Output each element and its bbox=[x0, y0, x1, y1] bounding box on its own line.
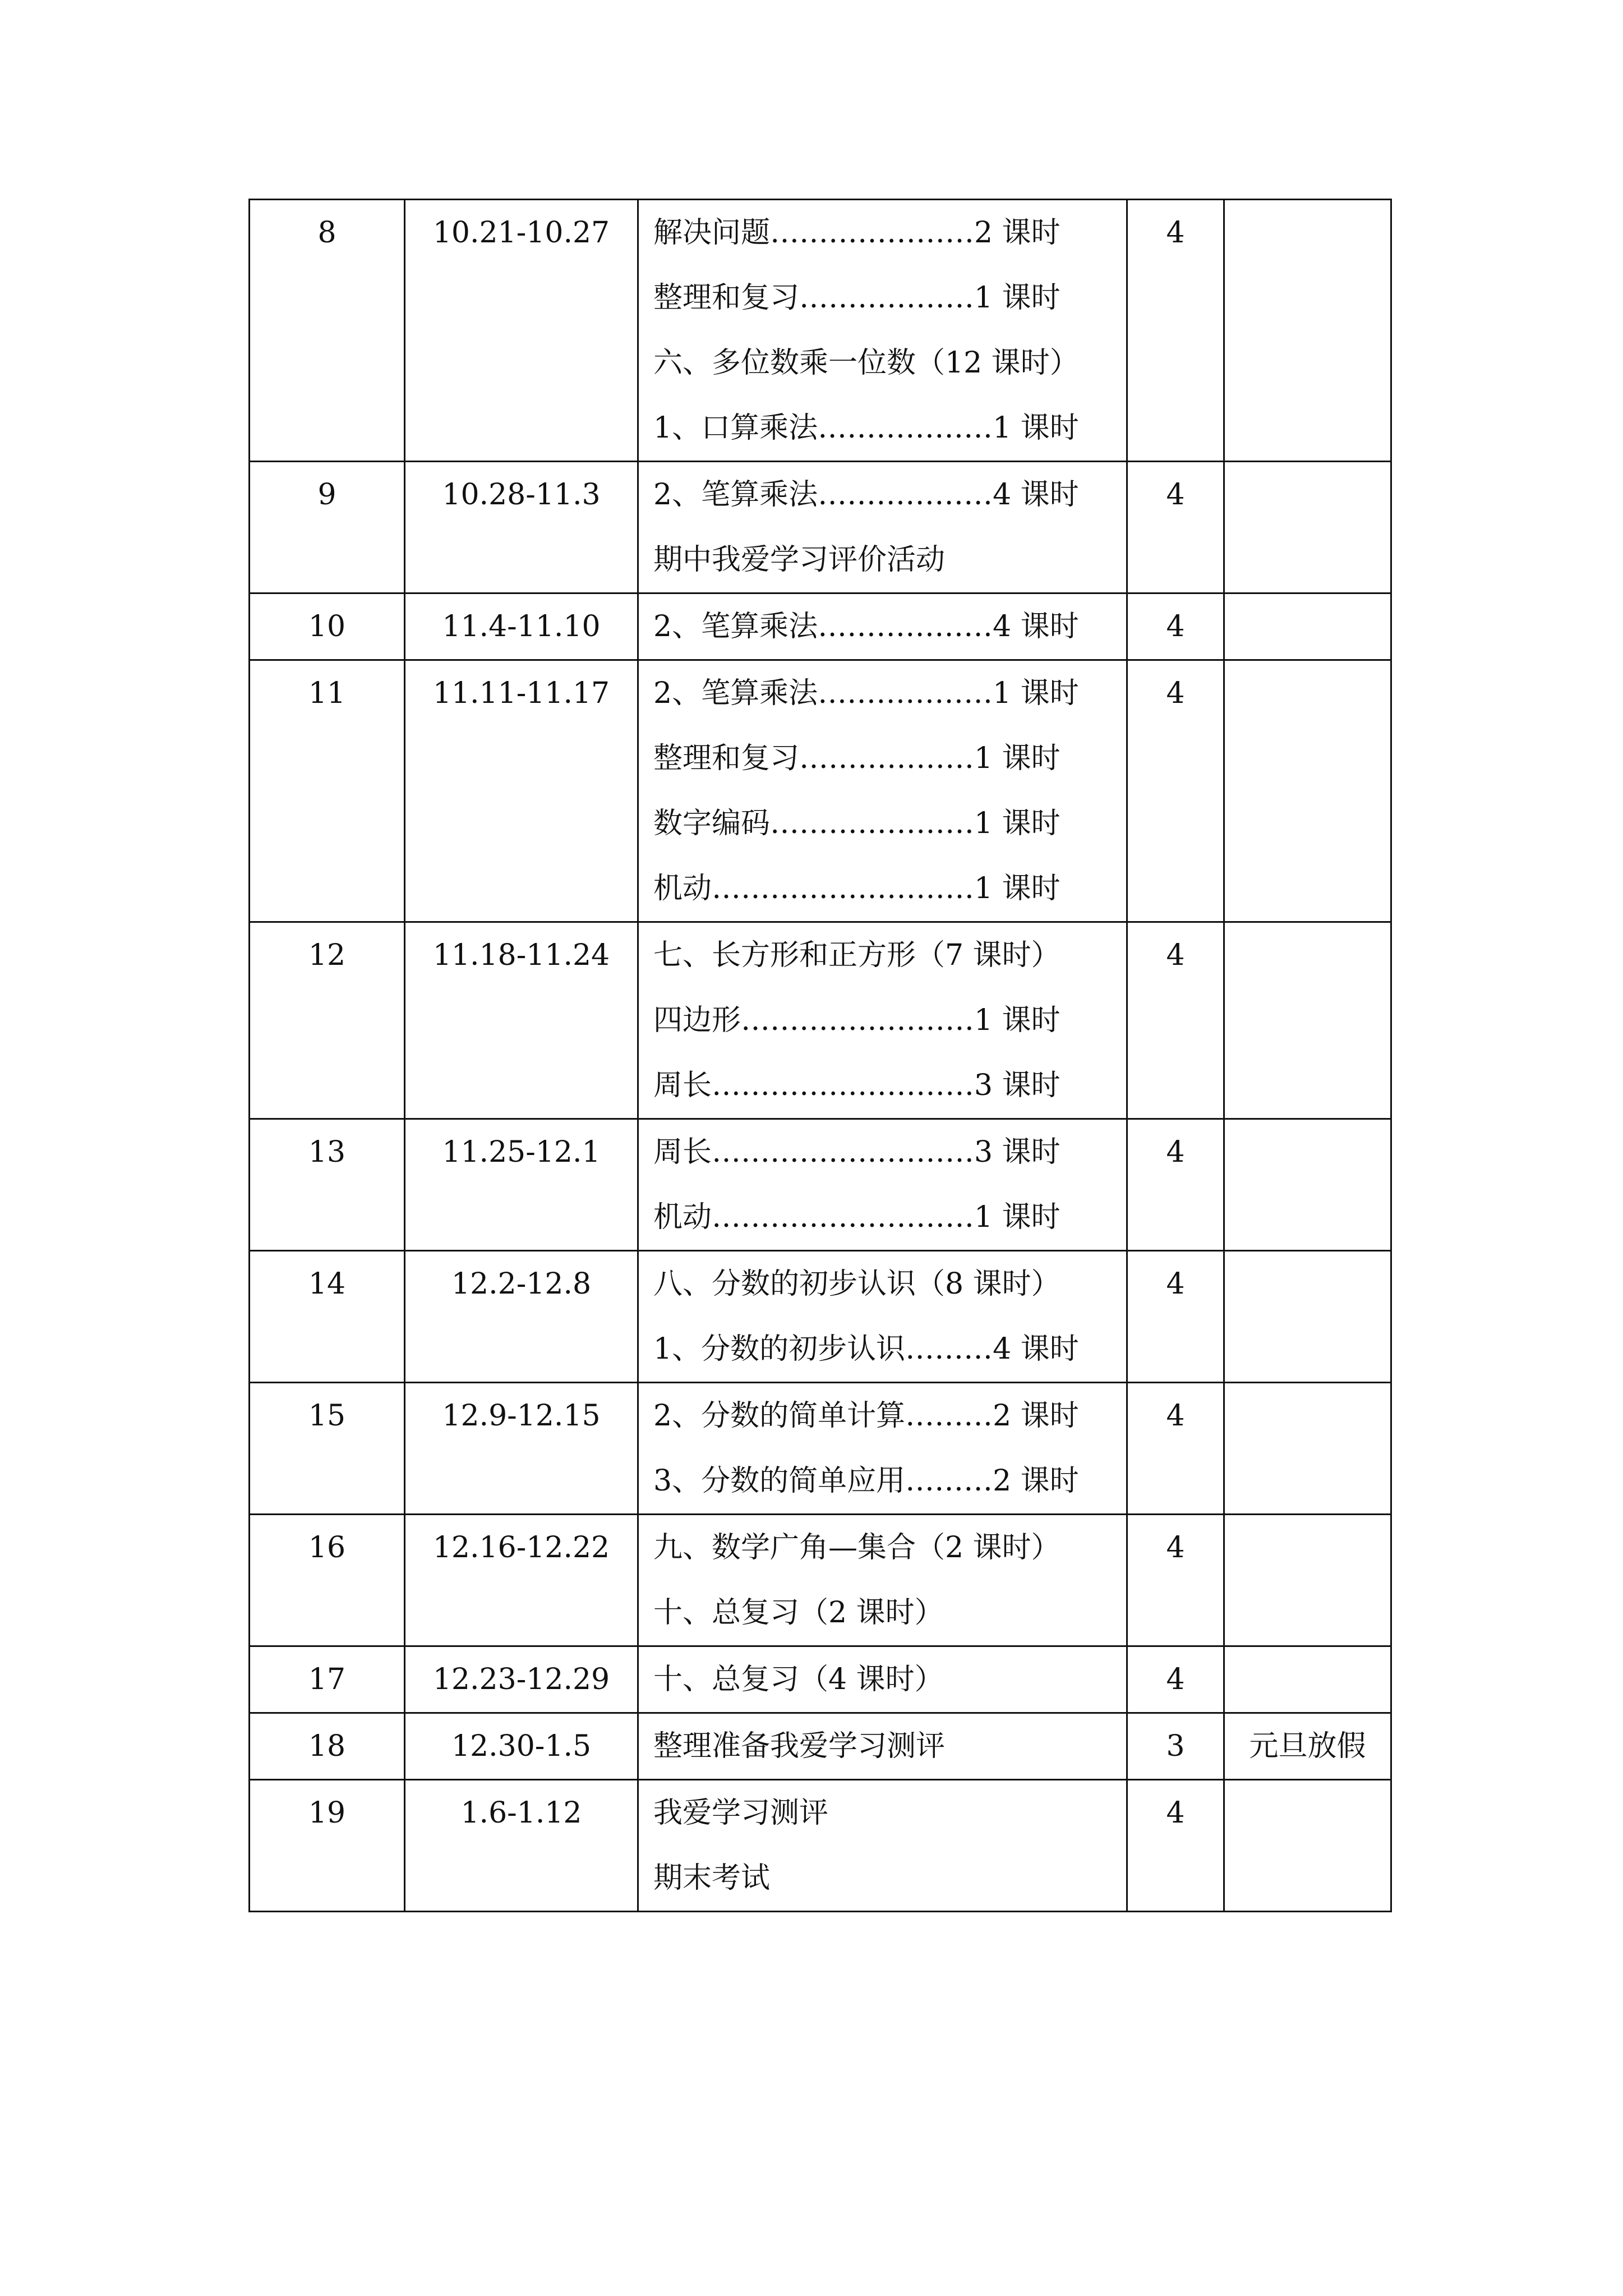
week-cell bbox=[250, 1780, 405, 1912]
table-row bbox=[250, 1646, 1391, 1713]
content-line: 十、总复习（2 课时） bbox=[653, 1596, 944, 1630]
content-cell bbox=[638, 922, 1127, 1119]
content-line: 六、多位数乘一位数（12 课时） bbox=[653, 346, 1079, 380]
content-line: 机动………………………1 课时 bbox=[653, 872, 1061, 905]
hours-cell bbox=[1127, 200, 1224, 462]
note-cell bbox=[1224, 462, 1391, 593]
table-row bbox=[250, 922, 1391, 1119]
content-line: 周长………………………3 课时 bbox=[653, 1135, 1061, 1169]
content-cell bbox=[638, 660, 1127, 922]
date-range-cell-text: 12.16-12.22 bbox=[432, 1531, 610, 1565]
note-cell-text bbox=[1225, 1515, 1390, 1580]
hours-cell-text: 4 bbox=[1166, 1399, 1185, 1433]
week-cell bbox=[250, 1515, 405, 1646]
table-row bbox=[250, 462, 1391, 593]
week-cell bbox=[250, 1383, 405, 1515]
date-range-cell bbox=[405, 200, 638, 462]
content-line: 解决问题…………………2 课时 bbox=[653, 216, 1061, 250]
note-cell bbox=[1224, 1713, 1391, 1780]
hours-cell bbox=[1127, 462, 1224, 593]
date-range-cell-text: 11.4-11.10 bbox=[442, 610, 601, 643]
week-cell-text: 16 bbox=[308, 1531, 346, 1565]
week-cell-text: 10 bbox=[308, 610, 346, 643]
date-range-cell-text: 10.28-11.3 bbox=[442, 478, 601, 512]
hours-cell bbox=[1127, 1713, 1224, 1780]
hours-cell bbox=[1127, 660, 1224, 922]
date-range-cell bbox=[405, 922, 638, 1119]
table-row bbox=[250, 1780, 1391, 1912]
date-range-cell bbox=[405, 660, 638, 922]
date-range-cell-text: 10.21-10.27 bbox=[432, 216, 610, 250]
table-row bbox=[250, 1713, 1391, 1780]
note-cell-text bbox=[1225, 1120, 1390, 1185]
content-line: 2、笔算乘法………………4 课时 bbox=[653, 478, 1079, 512]
hours-cell bbox=[1127, 1119, 1224, 1251]
date-range-cell bbox=[405, 1251, 638, 1383]
date-range-cell bbox=[405, 1383, 638, 1515]
content-line: 九、数学广角—集合（2 课时） bbox=[653, 1531, 1061, 1565]
note-cell-text bbox=[1225, 200, 1390, 265]
week-cell-text: 11 bbox=[308, 677, 346, 710]
note-cell bbox=[1224, 1515, 1391, 1646]
hours-cell-text: 4 bbox=[1166, 1663, 1185, 1696]
hours-cell-text: 4 bbox=[1166, 1531, 1185, 1565]
content-line: 周长………………………3 课时 bbox=[653, 1069, 1061, 1102]
note-cell-text bbox=[1225, 1383, 1390, 1448]
date-range-cell bbox=[405, 1780, 638, 1912]
note-cell bbox=[1224, 1383, 1391, 1515]
week-cell bbox=[250, 200, 405, 462]
week-cell bbox=[250, 462, 405, 593]
table-row bbox=[250, 200, 1391, 462]
date-range-cell-text: 12.30-1.5 bbox=[451, 1729, 592, 1763]
hours-cell bbox=[1127, 1515, 1224, 1646]
content-cell bbox=[638, 1119, 1127, 1251]
schedule-body bbox=[250, 200, 1391, 1912]
week-cell bbox=[250, 1713, 405, 1780]
note-cell-text bbox=[1225, 594, 1390, 659]
note-cell bbox=[1224, 1251, 1391, 1383]
content-cell bbox=[638, 1251, 1127, 1383]
hours-cell-text: 4 bbox=[1166, 478, 1185, 512]
note-cell-text bbox=[1225, 923, 1390, 988]
week-cell-text: 8 bbox=[317, 216, 336, 250]
week-cell bbox=[250, 593, 405, 660]
hours-cell bbox=[1127, 1646, 1224, 1713]
table-row bbox=[250, 1515, 1391, 1646]
content-line: 八、分数的初步认识（8 课时） bbox=[653, 1267, 1061, 1301]
date-range-cell bbox=[405, 1119, 638, 1251]
content-line: 数字编码…………………1 课时 bbox=[653, 807, 1061, 840]
note-cell bbox=[1224, 1119, 1391, 1251]
note-cell bbox=[1224, 1646, 1391, 1713]
week-cell-text: 12 bbox=[308, 938, 346, 972]
content-line: 期末考试 bbox=[653, 1861, 771, 1895]
content-cell bbox=[638, 200, 1127, 462]
note-cell bbox=[1224, 660, 1391, 922]
date-range-cell-text: 11.18-11.24 bbox=[432, 938, 610, 972]
hours-cell-text: 4 bbox=[1166, 610, 1185, 643]
date-range-cell bbox=[405, 1515, 638, 1646]
content-line: 整理和复习………………1 课时 bbox=[653, 742, 1061, 775]
date-range-cell bbox=[405, 593, 638, 660]
hours-cell-text: 4 bbox=[1166, 677, 1185, 710]
content-line: 3、分数的简单应用………2 课时 bbox=[653, 1464, 1079, 1498]
week-cell-text: 15 bbox=[308, 1399, 346, 1433]
content-cell bbox=[638, 1713, 1127, 1780]
content-line: 2、分数的简单计算………2 课时 bbox=[653, 1399, 1079, 1433]
week-cell-text: 18 bbox=[308, 1729, 346, 1763]
note-cell bbox=[1224, 200, 1391, 462]
content-cell bbox=[638, 1780, 1127, 1912]
hours-cell-text: 4 bbox=[1166, 938, 1185, 972]
content-line: 整理和复习………………1 课时 bbox=[653, 281, 1061, 315]
hours-cell bbox=[1127, 593, 1224, 660]
note-cell-text: 元旦放假 bbox=[1249, 1729, 1366, 1763]
week-cell bbox=[250, 1119, 405, 1251]
week-cell bbox=[250, 1646, 405, 1713]
hours-cell bbox=[1127, 922, 1224, 1119]
content-line: 我爱学习测评 bbox=[653, 1796, 829, 1830]
content-line: 2、笔算乘法………………1 课时 bbox=[653, 677, 1079, 710]
table-row bbox=[250, 593, 1391, 660]
content-line: 十、总复习（4 课时） bbox=[653, 1663, 944, 1696]
note-cell-text bbox=[1225, 462, 1390, 527]
hours-cell bbox=[1127, 1780, 1224, 1912]
table-row bbox=[250, 1383, 1391, 1515]
week-cell-text: 19 bbox=[308, 1796, 346, 1830]
date-range-cell bbox=[405, 1713, 638, 1780]
content-cell bbox=[638, 1515, 1127, 1646]
content-line: 整理准备我爱学习测评 bbox=[653, 1729, 946, 1763]
table-row bbox=[250, 1119, 1391, 1251]
hours-cell-text: 4 bbox=[1166, 216, 1185, 250]
content-line: 七、长方形和正方形（7 课时） bbox=[653, 938, 1061, 972]
table-row bbox=[250, 660, 1391, 922]
content-line: 2、笔算乘法………………4 课时 bbox=[653, 610, 1079, 643]
week-cell-text: 17 bbox=[308, 1663, 346, 1696]
week-cell bbox=[250, 660, 405, 922]
hours-cell-text: 4 bbox=[1166, 1796, 1185, 1830]
note-cell bbox=[1224, 922, 1391, 1119]
note-cell-text bbox=[1225, 1251, 1390, 1317]
date-range-cell bbox=[405, 1646, 638, 1713]
hours-cell-text: 4 bbox=[1166, 1267, 1185, 1301]
date-range-cell-text: 12.2-12.8 bbox=[451, 1267, 592, 1301]
note-cell bbox=[1224, 593, 1391, 660]
note-cell-text bbox=[1225, 661, 1390, 726]
content-cell bbox=[638, 593, 1127, 660]
content-cell bbox=[638, 462, 1127, 593]
content-line: 1、分数的初步认识………4 课时 bbox=[653, 1332, 1079, 1366]
note-cell-text bbox=[1225, 1647, 1390, 1712]
table-row bbox=[250, 1251, 1391, 1383]
date-range-cell-text: 1.6-1.12 bbox=[460, 1796, 582, 1830]
date-range-cell bbox=[405, 462, 638, 593]
content-cell bbox=[638, 1383, 1127, 1515]
note-cell bbox=[1224, 1780, 1391, 1912]
week-cell-text: 9 bbox=[317, 478, 336, 512]
date-range-cell-text: 12.9-12.15 bbox=[442, 1399, 601, 1433]
week-cell bbox=[250, 922, 405, 1119]
week-cell bbox=[250, 1251, 405, 1383]
content-cell bbox=[638, 1646, 1127, 1713]
content-line: 四边形……………………1 课时 bbox=[653, 1004, 1061, 1037]
content-line: 期中我爱学习评价活动 bbox=[653, 543, 946, 577]
hours-cell bbox=[1127, 1251, 1224, 1383]
content-line: 机动………………………1 课时 bbox=[653, 1200, 1061, 1234]
note-cell-text bbox=[1225, 1780, 1390, 1846]
date-range-cell-text: 12.23-12.29 bbox=[432, 1663, 610, 1696]
hours-cell-text: 3 bbox=[1166, 1729, 1185, 1763]
week-cell-text: 14 bbox=[308, 1267, 346, 1301]
schedule-table bbox=[248, 199, 1392, 1912]
hours-cell-text: 4 bbox=[1166, 1135, 1185, 1169]
date-range-cell-text: 11.11-11.17 bbox=[432, 677, 610, 710]
date-range-cell-text: 11.25-12.1 bbox=[442, 1135, 601, 1169]
content-line: 1、口算乘法………………1 课时 bbox=[653, 411, 1079, 445]
week-cell-text: 13 bbox=[308, 1135, 346, 1169]
hours-cell bbox=[1127, 1383, 1224, 1515]
